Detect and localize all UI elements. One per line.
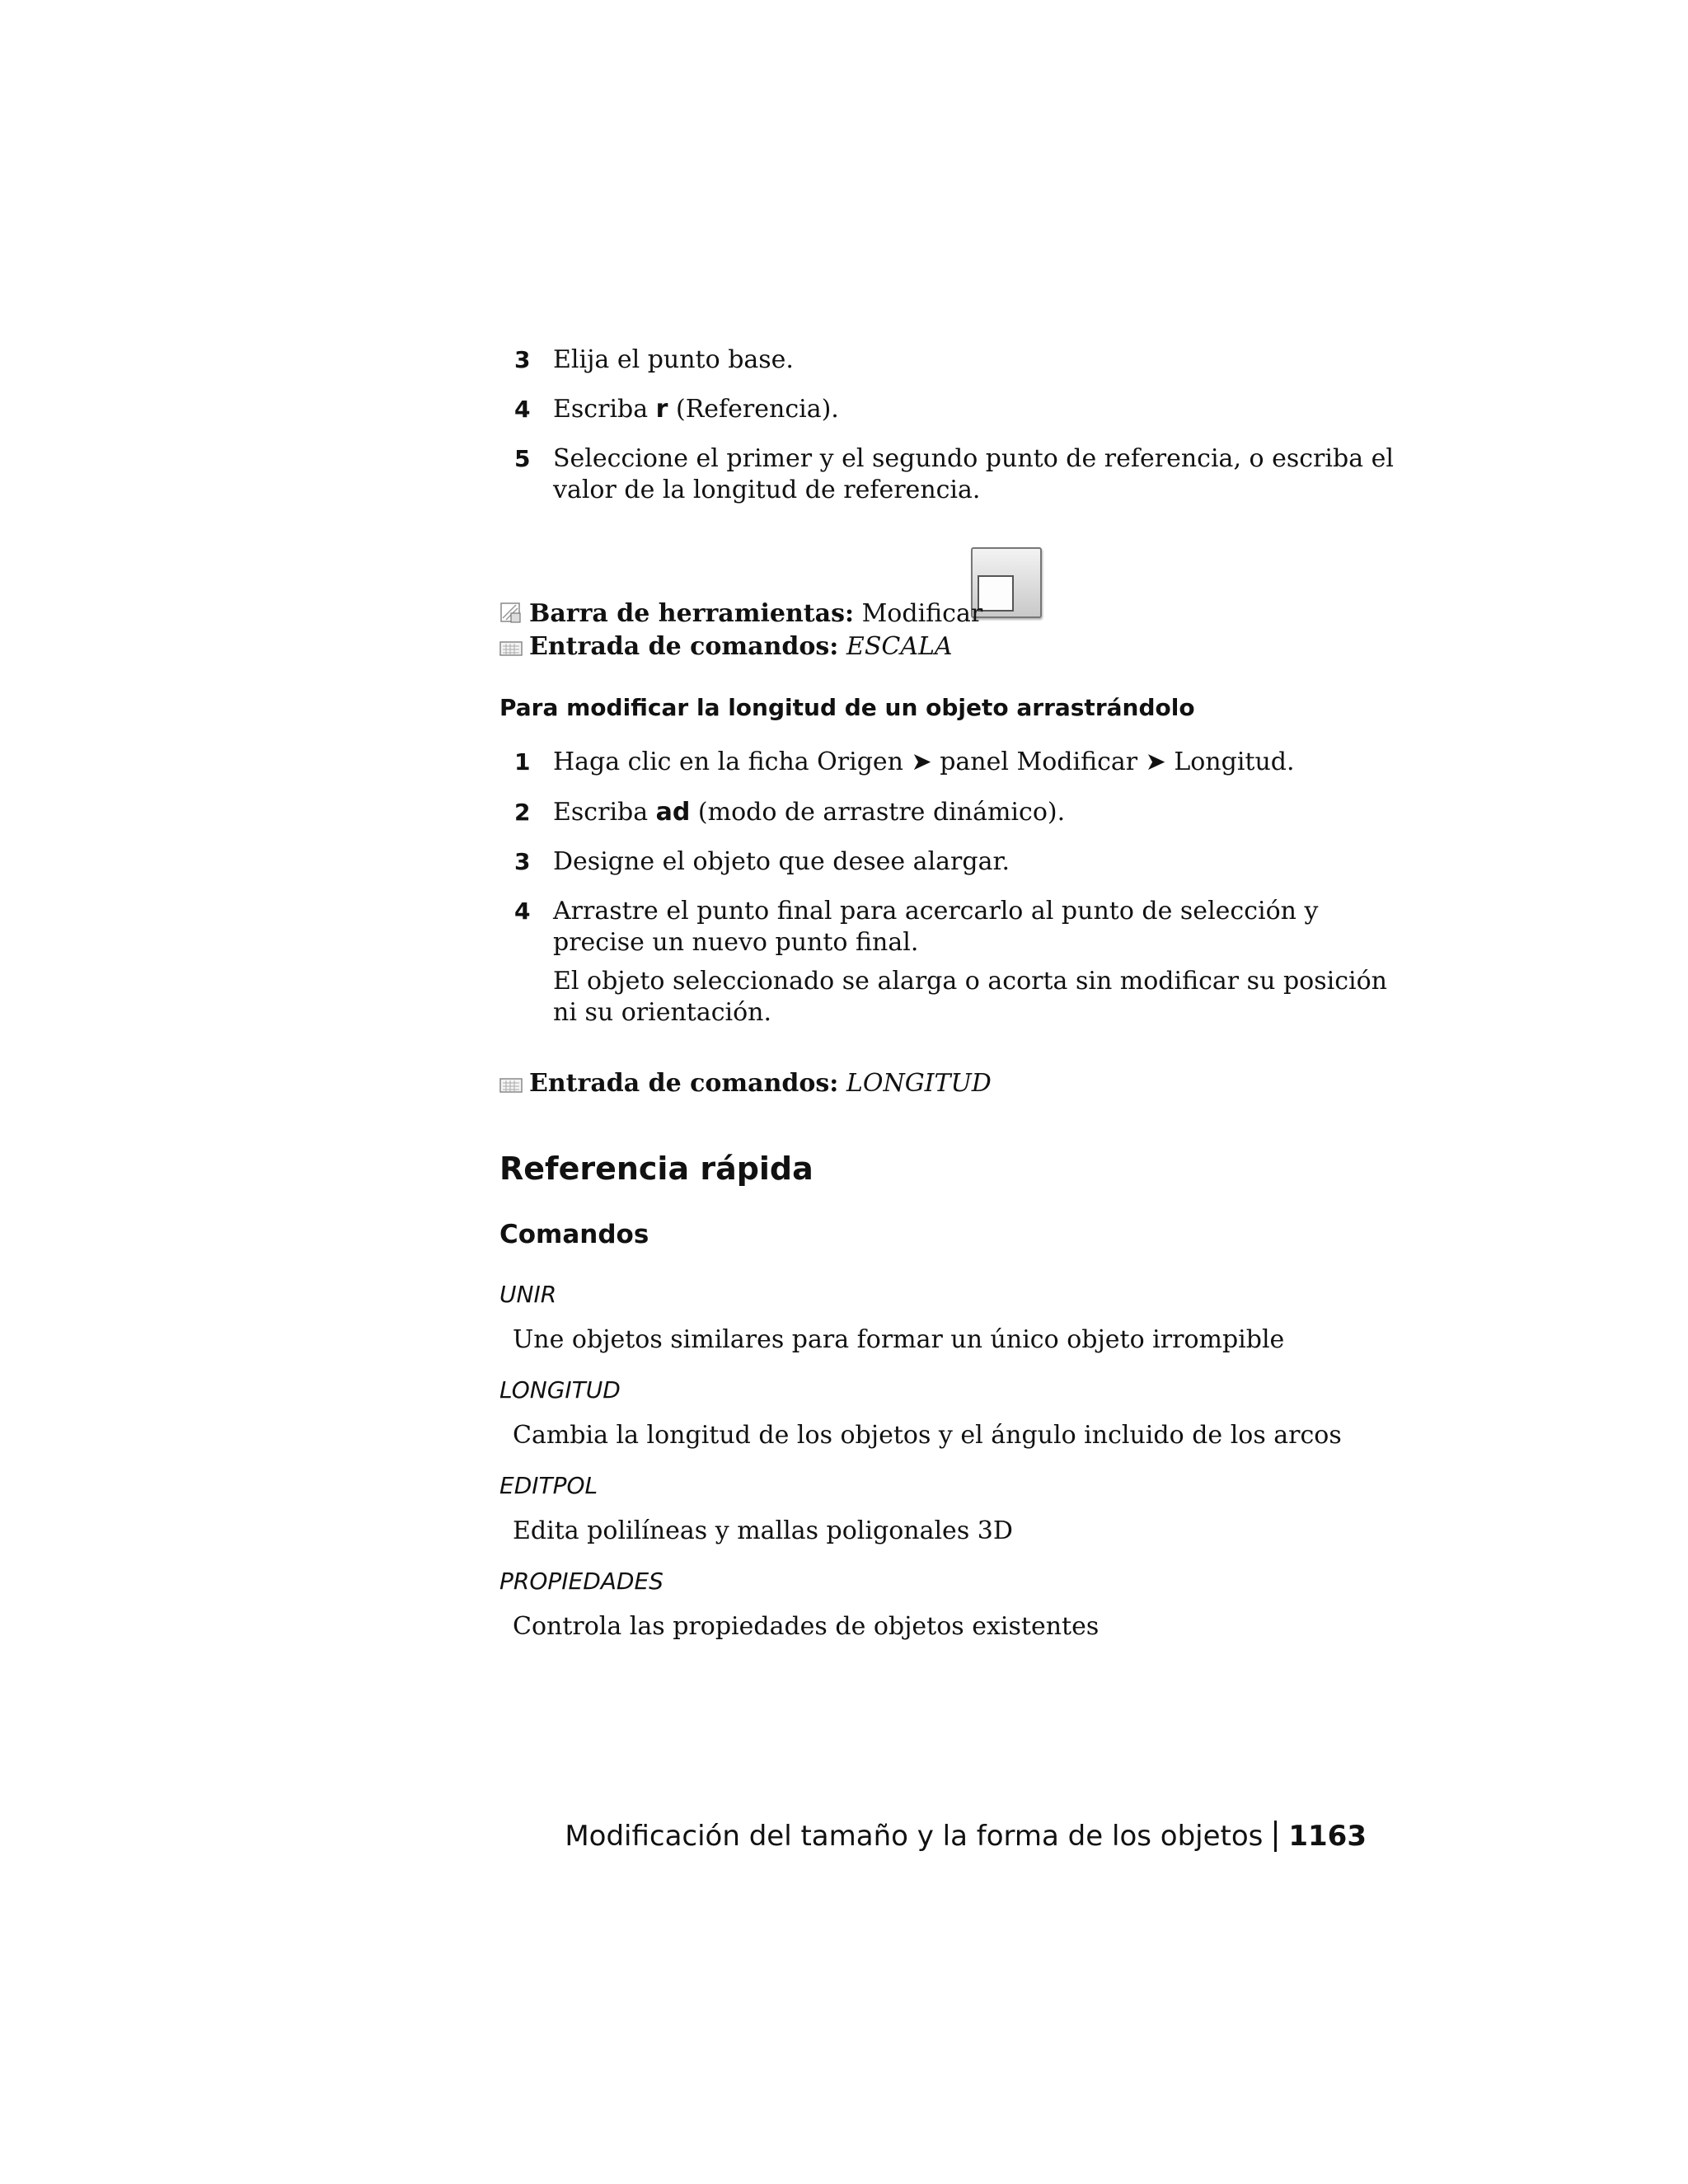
- command-value: ESCALA: [846, 632, 953, 661]
- step-text-post: (modo de arrastre dinámico).: [690, 798, 1066, 827]
- page-number: 1163: [1288, 1820, 1367, 1853]
- step-keyword: r: [655, 395, 668, 424]
- step-number: 3: [514, 346, 531, 373]
- step-note-text: El objeto seleccionado se alarga o acorta sin modificar su posición ni su orientación.: [553, 967, 1387, 1027]
- step-text-pre: Escriba: [553, 395, 656, 424]
- footer-separator: [1274, 1821, 1277, 1852]
- step-text: [553, 394, 1410, 425]
- step-text: Haga clic en la ficha Origen ➤ panel Modificar ➤ Longitud.: [553, 748, 1295, 776]
- step-number: 3: [514, 848, 531, 875]
- step-keyword: ad: [655, 798, 691, 827]
- toolbar-icon: [499, 602, 523, 633]
- page-footer: [565, 1820, 1367, 1853]
- command-entry-row: [499, 1068, 992, 1103]
- step-text-post: (Referencia).: [668, 395, 839, 424]
- command-description: Edita polilíneas y mallas poligonales 3D: [513, 1516, 1013, 1545]
- step-text: Designe el objeto que desee alargar.: [553, 847, 1010, 876]
- command-name: EDITPOL: [499, 1472, 598, 1499]
- toolbar-label: Barra de herramientas:: [529, 599, 855, 628]
- subsection-heading: Comandos: [499, 1220, 649, 1249]
- command-description: Cambia la longitud de los objetos y el ángulo incluido de los arcos: [513, 1421, 1342, 1450]
- step-text: Elija el punto base.: [553, 345, 794, 374]
- procedure-title: Para modificar la longitud de un objeto arrastrándolo: [499, 694, 1195, 721]
- keyboard-icon: [499, 635, 523, 666]
- toolbar-access-row: [499, 598, 982, 633]
- step-text: Seleccione el primer y el segundo punto de referencia, o escriba el valor de la longitud de referencia.: [553, 444, 1394, 504]
- section-heading: Referencia rápida: [499, 1151, 814, 1187]
- keyboard-icon: [499, 1071, 523, 1103]
- command-value: LONGITUD: [846, 1069, 992, 1098]
- step-text: [553, 797, 1410, 828]
- step-number: 5: [514, 445, 531, 472]
- footer-chapter-title: Modificación del tamaño y la forma de los objetos: [565, 1820, 1264, 1853]
- command-name: LONGITUD: [499, 1376, 621, 1404]
- command-entry-row: [499, 631, 953, 666]
- command-description: Controla las propiedades de objetos existentes: [513, 1612, 1100, 1641]
- step-number: 2: [514, 799, 531, 826]
- command-description: Une objetos similares para formar un único objeto irrompible: [513, 1325, 1285, 1354]
- command-label: Entrada de comandos:: [529, 632, 839, 661]
- step-text-pre: Escriba: [553, 798, 656, 827]
- command-label: Entrada de comandos:: [529, 1069, 839, 1098]
- step-number: 4: [514, 898, 531, 925]
- command-name: PROPIEDADES: [499, 1568, 663, 1595]
- step-text: Arrastre el punto final para acercarlo al punto de selección y precise un nuevo punto final.: [553, 897, 1319, 957]
- command-name: UNIR: [499, 1281, 557, 1308]
- step-number: 1: [514, 748, 531, 776]
- step-number: 4: [514, 396, 531, 423]
- toolbar-value: Modificar: [861, 599, 983, 628]
